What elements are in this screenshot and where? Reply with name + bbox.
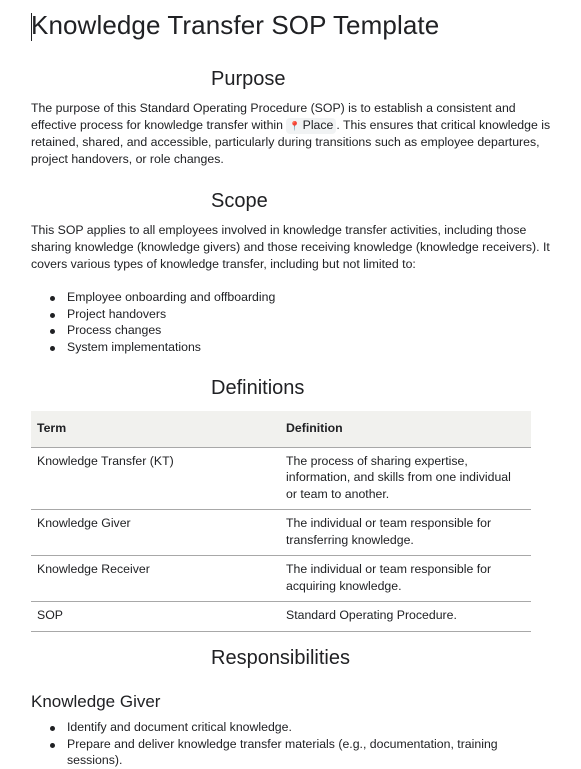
knowledge-giver-heading[interactable]: Knowledge Giver xyxy=(31,692,161,711)
table-cell-term[interactable]: Knowledge Receiver xyxy=(31,556,280,602)
list-item[interactable]: Project handovers xyxy=(67,306,275,323)
responsibilities-heading[interactable]: Responsibilities xyxy=(211,647,350,669)
table-row xyxy=(31,602,531,632)
document-title[interactable]: Knowledge Transfer SOP Template xyxy=(31,10,440,40)
place-chip-label: Place xyxy=(302,118,334,132)
table-row xyxy=(31,510,531,556)
table-cell-term[interactable]: SOP xyxy=(31,602,280,632)
purpose-text-after: . This ensures that critical knowledge is retained, shared, and accessible, particularly during transitions such as employee departures, project handovers, or role changes. xyxy=(31,118,551,166)
table-cell-term[interactable]: Knowledge Giver xyxy=(31,510,280,556)
table-header-row xyxy=(31,411,531,447)
purpose-heading[interactable]: Purpose xyxy=(211,68,286,90)
purpose-text-before: The purpose of this Standard Operating Procedure (SOP) is to establish a consistent and effective process for knowledge transfer within xyxy=(31,101,516,132)
table-cell-term[interactable]: Knowledge Transfer (KT) xyxy=(31,447,280,510)
table-cell-definition[interactable]: The process of sharing expertise, information, and skills from one individual or team to another. xyxy=(280,447,531,510)
definitions-heading[interactable]: Definitions xyxy=(211,377,305,399)
table-cell-definition[interactable]: The individual or team responsible for acquiring knowledge. xyxy=(280,556,531,602)
table-cell-definition[interactable]: The individual or team responsible for transferring knowledge. xyxy=(280,510,531,556)
column-header-term[interactable]: Term xyxy=(31,411,280,447)
table-row xyxy=(31,447,531,510)
scope-list xyxy=(31,289,275,356)
definitions-table xyxy=(31,411,531,632)
list-item[interactable]: Prepare and deliver knowledge transfer materials (e.g., documentation, training sessions). xyxy=(67,736,551,769)
column-header-definition[interactable]: Definition xyxy=(280,411,531,447)
table-row xyxy=(31,556,531,602)
list-item[interactable]: System implementations xyxy=(67,339,275,356)
place-chip[interactable] xyxy=(286,118,336,134)
purpose-paragraph[interactable] xyxy=(31,100,551,168)
list-item[interactable]: Identify and document critical knowledge. xyxy=(67,719,551,736)
location-pin-icon: 📍 xyxy=(289,121,301,131)
scope-heading[interactable]: Scope xyxy=(211,190,268,212)
list-item[interactable]: Process changes xyxy=(67,322,275,339)
table-cell-definition[interactable]: Standard Operating Procedure. xyxy=(280,602,531,632)
list-item[interactable]: Employee onboarding and offboarding xyxy=(67,290,276,304)
scope-paragraph[interactable]: This SOP applies to all employees involved in knowledge transfer activities, including those sharing knowledge (knowledge givers) and those receiving knowledge (knowledge receivers). It covers various types of knowledge transfer, including but not limited to: xyxy=(31,223,550,271)
